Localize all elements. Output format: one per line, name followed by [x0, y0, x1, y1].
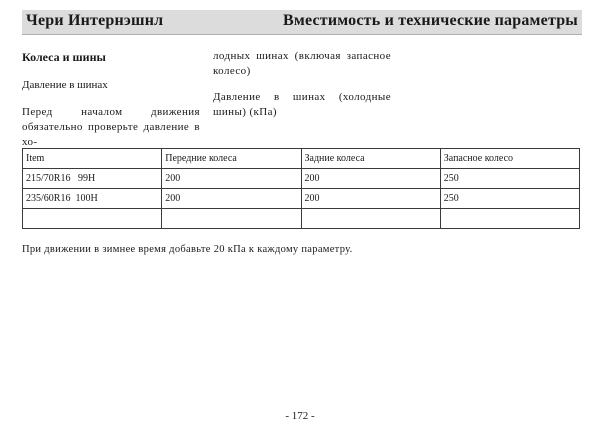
header-left-title: Чери Интернэшнл	[26, 12, 164, 29]
table-cell	[23, 209, 162, 229]
table-header-cell: Запасное колесо	[440, 149, 579, 169]
intro-paragraph: Перед началом движения обязательно проверьте давление в хо-	[22, 106, 200, 148]
table-header-cell: Item	[23, 149, 162, 169]
left-column	[22, 50, 200, 150]
table-row	[23, 169, 580, 189]
winter-note: При движении в зимнее время добавьте 20 кПа к каждому параметру.	[22, 244, 353, 255]
table-caption: Давление в шинах (холодные шины) (кПа)	[213, 91, 391, 118]
table-cell: 200	[301, 169, 440, 189]
section-title: Колеса и шины	[22, 50, 106, 64]
table-cell	[301, 209, 440, 229]
table-header-cell: Задние колеса	[301, 149, 440, 169]
table-header-cell: Передние колеса	[162, 149, 301, 169]
table-cell	[162, 209, 301, 229]
table-cell: 250	[440, 189, 579, 209]
header-right-title: Вместимость и технические параметры	[283, 12, 578, 29]
table-cell: 215/70R16 99H	[23, 169, 162, 189]
table-cell: 250	[440, 169, 579, 189]
section-subtitle: Давление в шинах	[22, 79, 108, 91]
right-column	[213, 49, 391, 120]
tire-pressure-table	[22, 148, 580, 229]
page-header	[22, 10, 582, 35]
table-cell: 200	[301, 189, 440, 209]
table-cell	[440, 209, 579, 229]
table-row	[23, 189, 580, 209]
page-number: - 172 -	[285, 410, 315, 422]
table-cell: 235/60R16 100H	[23, 189, 162, 209]
table-cell: 200	[162, 189, 301, 209]
table-header-row	[23, 149, 580, 169]
intro-continuation: лодных шинах (включая запасное колесо)	[213, 50, 391, 77]
table-cell: 200	[162, 169, 301, 189]
table-row	[23, 209, 580, 229]
